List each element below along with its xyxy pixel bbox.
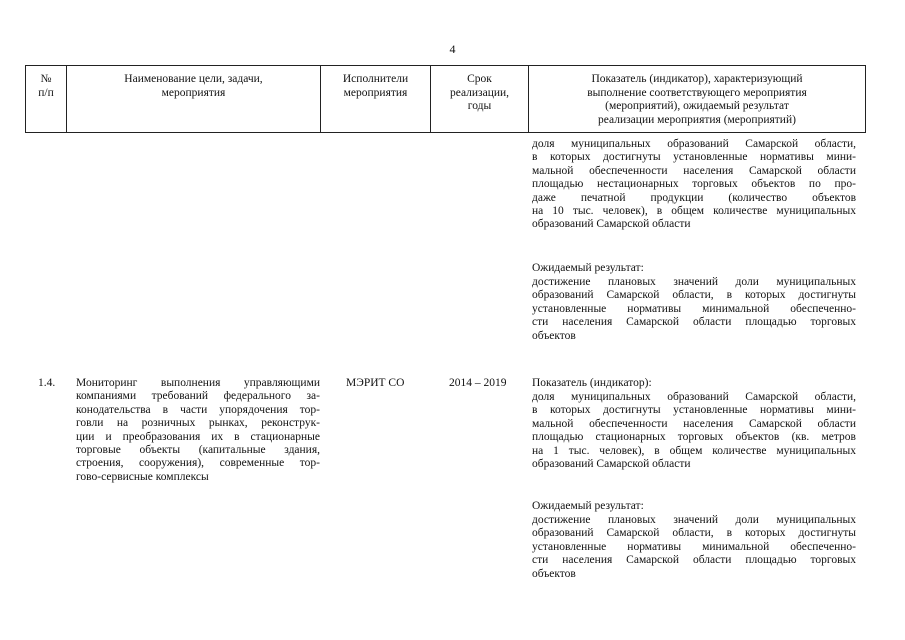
row-result-label: Ожидаемый результат: bbox=[532, 500, 644, 512]
header-indicator: Показатель (индикатор), характеризующий выполнение соответствующего мероприятия (мероприятий), ожидаемый результат реализации мероприятия (мероприятий) bbox=[587, 73, 807, 126]
row-indicator-label: Показатель (индикатор): bbox=[532, 377, 652, 389]
header-term: Срок реализации, годы bbox=[449, 73, 510, 112]
continuation-result-text: достижение плановых значений доли муниципальных образований Самарской области, в которых достигнуты установленные нормативы минимальной обеспеченно- сти населения Самарской области площадью торговых объектов bbox=[532, 276, 856, 342]
row-indicator-text: доля муниципальных образований Самарской области, в которых достигнуты установленные нормативы мини- мальной обеспеченности населения Самарской области площадью стационарных торговых объектов (кв. метров на 1 тыс. человек), в общем количестве муниципальных образований Самарской области bbox=[532, 391, 856, 471]
row-name: Мониторинг выполнения управляющими компаниями требований федерального за- конодательства в части упорядочения тор- говли на розничных рынках, реконструк- ции и преобразования их в стационарные торговые объекты (капитальные здания, строения, сооружения), современные тор- гово-сервисные комплексы bbox=[76, 377, 320, 483]
continuation-result-label: Ожидаемый результат: bbox=[532, 262, 644, 274]
header-name: Наименование цели, задачи, мероприятия bbox=[124, 73, 263, 99]
header-executors: Исполнители мероприятия bbox=[342, 73, 409, 99]
row-number: 1.4. bbox=[38, 377, 56, 389]
row-executor: МЭРИТ СО bbox=[346, 377, 405, 389]
header-bottom-border bbox=[25, 132, 865, 133]
page-number: 4 bbox=[449, 42, 456, 56]
table-right-border bbox=[865, 65, 866, 133]
header-number: № п/п bbox=[38, 73, 54, 99]
table-top-border bbox=[25, 65, 865, 66]
row-result-text: достижение плановых значений доли муниципальных образований Самарской области, в которых достигнуты установленные нормативы минимальной обеспеченно- сти населения Самарской области площадью торговых объектов bbox=[532, 514, 856, 580]
row-term: 2014 – 2019 bbox=[449, 377, 507, 389]
continuation-indicator-text: доля муниципальных образований Самарской области, в которых достигнуты установленные нормативы мини- мальной обеспеченности населения Самарской области площадью нестационарных торговых объектов по про- даже печатной продукции (количество объектов на 10 тыс. человек), в общем количестве муниципальных образований Самарской области bbox=[532, 138, 856, 231]
